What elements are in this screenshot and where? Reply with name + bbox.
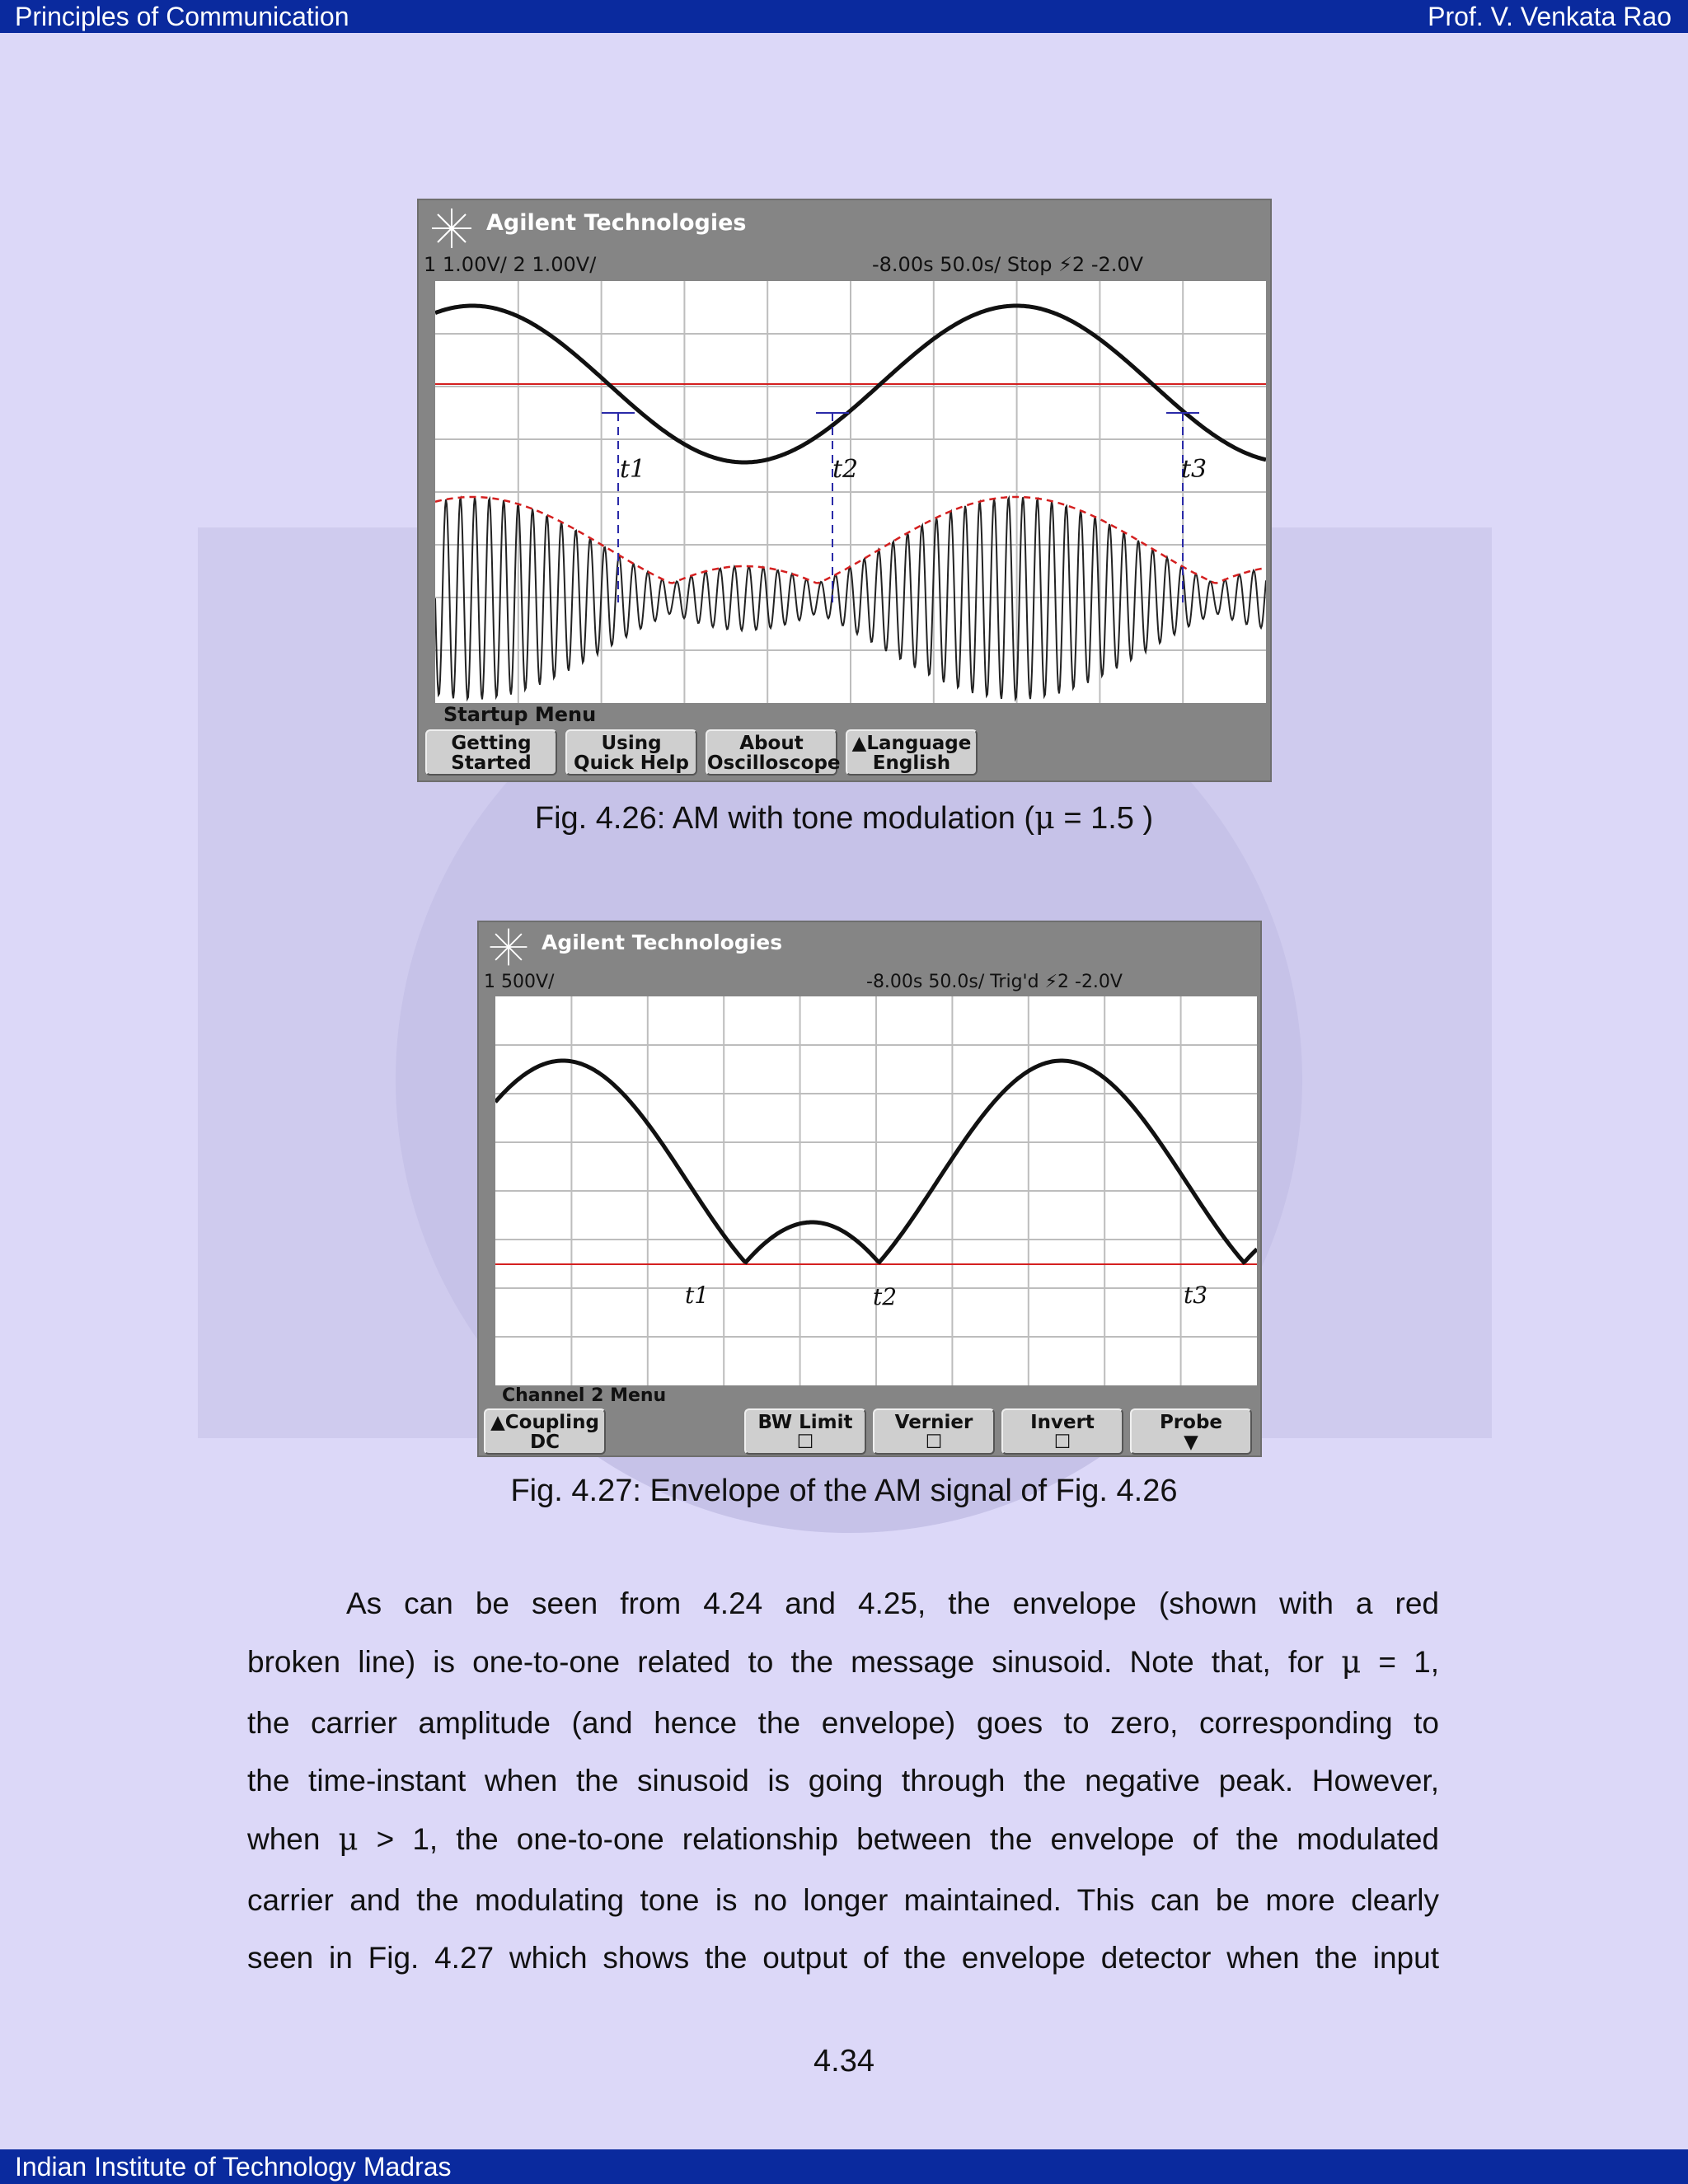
oscilloscope-fig-4-27 — [477, 921, 1262, 1457]
scope-status-right: -8.00s 50.0s/ Trig'd ⚡2 -2.0V — [866, 972, 1123, 992]
marker-t3: t3 — [1181, 455, 1207, 484]
marker-t3: t3 — [1184, 1282, 1208, 1309]
scope-status-right: -8.00s 50.0s/ Stop ⚡2 -2.0V — [872, 253, 1144, 276]
softkey-probe[interactable]: Probe ▼ — [1130, 1408, 1252, 1455]
softkey-bw-limit[interactable]: BW Limit ☐ — [744, 1408, 866, 1455]
paragraph-line-4: the time-instant when the sinusoid is going through the negative peak. However, — [247, 1764, 1439, 1797]
paragraph-line-1: As can be seen from 4.24 and 4.25, the envelope (shown with a red — [346, 1586, 1439, 1620]
softkey-coupling[interactable]: ▲Coupling DC — [484, 1408, 606, 1455]
scope-brand: Agilent Technologies — [542, 930, 783, 954]
paragraph-line-3: the carrier amplitude (and hence the envelope) goes to zero, corresponding to — [247, 1706, 1439, 1740]
paragraph-line-2: broken line) is one-to-one related to the message sinusoid. Note that, for μ = 1, — [247, 1644, 1439, 1680]
book-title: Principles of Communication — [15, 2, 349, 31]
softkey-getting-started[interactable]: Getting Started — [425, 729, 557, 776]
agilent-logo-icon — [485, 924, 532, 970]
scope-status-left: 1 1.00V/ 2 1.00V/ — [424, 253, 597, 276]
softkey-about-oscilloscope[interactable]: About Oscilloscope — [706, 729, 837, 776]
scope-menu-title: Startup Menu — [443, 703, 597, 726]
header-bar — [0, 0, 1688, 33]
marker-t2: t2 — [873, 1283, 898, 1310]
author-name: Prof. V. Venkata Rao — [1428, 2, 1672, 31]
figure-4-26-caption: Fig. 4.26: AM with tone modulation (μ = 1.5 ) — [534, 799, 1154, 836]
paragraph-line-5: when μ > 1, the one-to-one relationship between the envelope of the modulated — [247, 1821, 1440, 1857]
softkey-language[interactable]: ▲Language English — [846, 729, 978, 776]
softkey-using-quick-help[interactable]: Using Quick Help — [565, 729, 697, 776]
scope-brand: Agilent Technologies — [486, 210, 747, 236]
institution-name: Indian Institute of Technology Madras — [15, 2152, 452, 2182]
marker-t1: t1 — [685, 1282, 710, 1309]
softkey-vernier[interactable]: Vernier ☐ — [873, 1408, 995, 1455]
scope-screen — [435, 281, 1266, 703]
page-number: 4.34 — [814, 2044, 874, 2079]
softkey-invert[interactable]: Invert ☐ — [1001, 1408, 1123, 1455]
footer-bar — [0, 2149, 1688, 2184]
fig2-envelope-plot — [495, 996, 1257, 1385]
marker-t1: t1 — [620, 455, 646, 484]
scope-status-left: 1 500V/ — [484, 972, 555, 992]
figure-4-27-caption: Fig. 4.27: Envelope of the AM signal of Fig. 4.26 — [510, 1474, 1178, 1508]
paragraph-line-6: carrier and the modulating tone is no longer maintained. This can be more clearly — [247, 1883, 1439, 1917]
scope-menu-title: Channel 2 Menu — [502, 1385, 667, 1406]
paragraph-line-7: seen in Fig. 4.27 which shows the output of the envelope detector when the input — [247, 1941, 1439, 1975]
fig1-waveform-plot — [435, 281, 1266, 703]
oscilloscope-fig-4-26 — [417, 199, 1272, 782]
scope-screen — [495, 996, 1257, 1385]
marker-t2: t2 — [832, 455, 859, 484]
agilent-logo-icon — [427, 204, 476, 253]
